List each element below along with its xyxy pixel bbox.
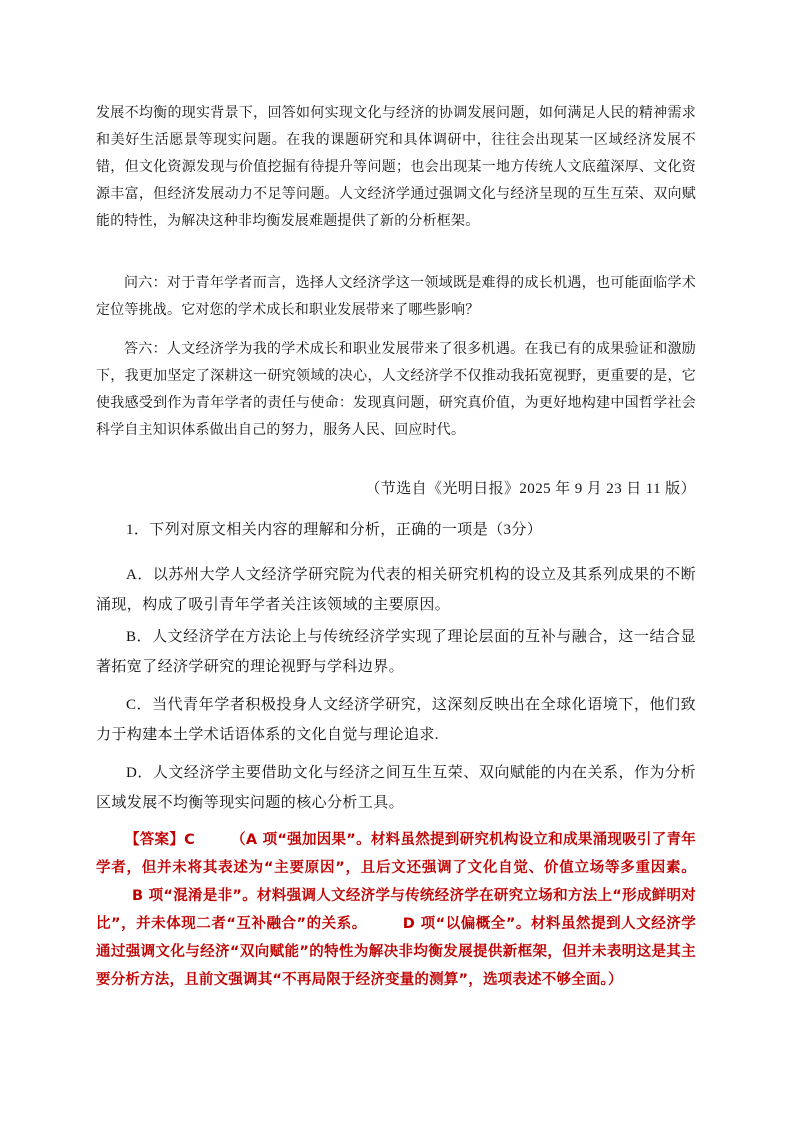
question-stem-text: 1．下列对原文相关内容的理解和分析，正确的一项是（3分） — [126, 522, 543, 538]
question-stem — [96, 515, 696, 545]
answer-part-b: B 项“混淆是非”。材料强调人文经济学与传统经济学在研究立场和方法上“形成鲜明对比”，并未体现二者“互补融合”的关系。 — [96, 888, 696, 932]
question-six-text: 问六：对于青年学者而言，选择人文经济学这一领域既是难得的成长机遇，也可能面临学术定位等挑战。它对您的学术成长和职业发展带来了哪些影响？ — [96, 275, 696, 318]
interview-question-6 — [96, 270, 696, 324]
option-d — [96, 758, 696, 818]
answer-explanation — [96, 826, 696, 994]
answer-part-a: （A 项“强加因果”。材料虽然提到研究机构设立和成果涌现吸引了青年学者，但并未将其表述为“主要原因”，且后文还强调了文化自觉、价值立场等多重因素。 — [96, 832, 696, 876]
option-b-text: B．人文经济学在方法论上与传统经济学实现了理论层面的互补与融合，这一结合显著拓宽了经济学研究的理论视野与学科边界。 — [96, 629, 696, 675]
answer-part-d: D 项“以偏概全”。材料虽然提到人文经济学通过强调文化与经济“双向赋能”的特性为解决非均衡发展提供新框架，但并未表明这是其主要分析方法，且前文强调其“不再局限于经济变量的测算”，选项表述不够全面。） — [96, 916, 697, 988]
option-c-text: C．当代青年学者积极投身人文经济学研究，这深刻反映出在全球化语境下，他们致力于构建本土学术话语体系的文化自觉与理论追求. — [96, 697, 696, 743]
option-a-text: A．以苏州大学人文经济学研究院为代表的相关研究机构的设立及其系列成果的不断涌现，构成了吸引青年学者关注该领域的主要原因。 — [96, 567, 696, 613]
passage-text: 发展不均衡的现实背景下，回答如何实现文化与经济的协调发展问题，如何满足人民的精神需求和美好生活愿景等现实问题。在我的课题研究和具体调研中，往往会出现某一区域经济发展不错，但文化资源发现与价值挖掘有待提升等问题；也会出现某一地方传统人文底蕴深厚、文化资源丰富，但经济发展动力不足等问题。人文经济学通过强调文化与经济呈现的互生互荣、双向赋能的特性，为解决这种非均衡发展难题提供了新的分析框架。 — [96, 105, 696, 229]
option-c — [96, 690, 696, 750]
answer-tag: 【答案】 — [125, 832, 185, 848]
answer-six-text: 答六：人文经济学为我的学术成长和职业发展带来了很多机遇。在我已有的成果验证和激励下，我更加坚定了深耕这一研究领域的决心，人文经济学不仅推动我拓宽视野，更重要的是，它使我感受到作为青年学者的责任与使命：发现真问题，研究真价值，为更好地构建中国哲学社会科学自主知识体系做出自己的努力，服务人民、回应时代。 — [96, 341, 696, 438]
passage-paragraph-1 — [96, 100, 696, 235]
source-citation — [96, 474, 696, 504]
source-text: （节选自《光明日报》2025 年 9 月 23 日 11 版） — [365, 481, 696, 497]
interview-answer-6 — [96, 336, 696, 444]
option-b — [96, 622, 696, 682]
option-a — [96, 560, 696, 620]
answer-key: C — [184, 832, 195, 848]
answer-explanation-text — [96, 826, 696, 994]
option-d-text: D．人文经济学主要借助文化与经济之间互生互荣、双向赋能的内在关系，作为分析区域发展不均衡等现实问题的核心分析工具。 — [96, 765, 696, 811]
